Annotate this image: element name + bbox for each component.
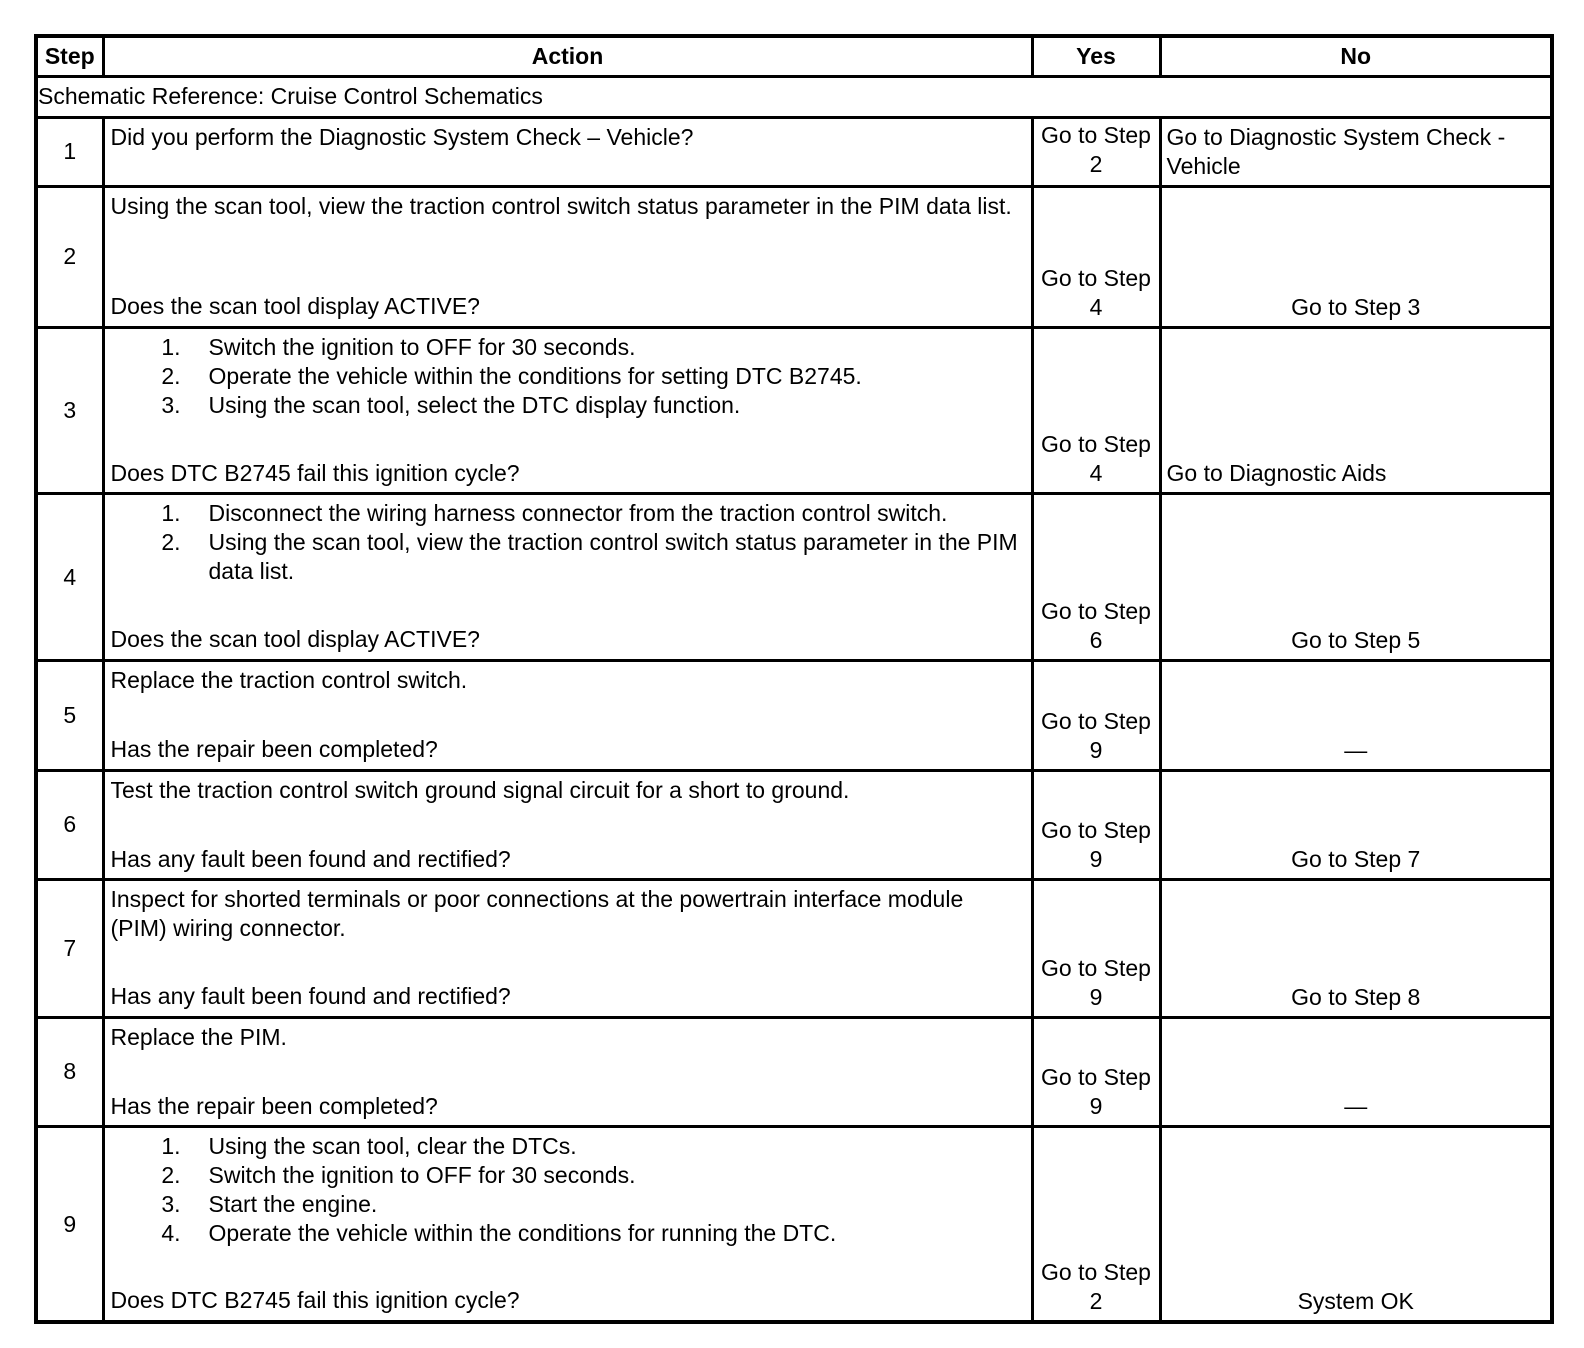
action-cell: [103, 880, 1032, 1018]
action-steps-list: [111, 333, 1025, 420]
header-no: No: [1160, 36, 1552, 76]
action-cell: [103, 661, 1032, 770]
yes-cell: Go to Step 9: [1032, 880, 1160, 1018]
action-cell: [103, 187, 1032, 328]
yes-cell: Go to Step 4: [1032, 187, 1160, 328]
step-number: 9: [36, 1127, 103, 1322]
table-row: [36, 1127, 1552, 1322]
action-text: Replace the traction control switch.: [110, 667, 468, 694]
yes-cell: Go to Step 9: [1032, 1017, 1160, 1126]
list-item: 4. Operate the vehicle within the conditions for running the DTC.: [161, 1220, 837, 1247]
table-row: [36, 880, 1552, 1018]
header-step: Step: [36, 36, 103, 76]
no-cell: Go to Step 3: [1160, 187, 1552, 328]
no-cell: —: [1160, 1017, 1552, 1126]
action-cell: [103, 1127, 1032, 1322]
step-number: 3: [36, 327, 103, 494]
no-cell: Go to Diagnostic Aids: [1160, 327, 1552, 494]
step-number: 2: [36, 187, 103, 328]
step-number: 7: [36, 880, 103, 1018]
table-row: [36, 494, 1552, 661]
header-action: Action: [103, 36, 1032, 76]
step-number: 6: [36, 770, 103, 879]
yes-cell: Go to Step 2: [1032, 117, 1160, 186]
action-question: Does the scan tool display ACTIVE?: [110, 626, 480, 653]
action-cell: [103, 117, 1032, 186]
action-cell: [103, 327, 1032, 494]
no-cell: Go to Step 5: [1160, 494, 1552, 661]
action-question: Has any fault been found and rectified?: [110, 845, 511, 872]
action-text: Test the traction control switch ground signal circuit for a short to ground.: [110, 776, 850, 803]
no-cell: —: [1160, 661, 1552, 770]
step-number: 1: [36, 117, 103, 186]
yes-cell: Go to Step 9: [1032, 770, 1160, 879]
action-question: Does DTC B2745 fail this ignition cycle?: [110, 459, 520, 486]
list-item: 2. Using the scan tool, view the traction control switch status parameter in the PIM data list.: [161, 529, 1018, 585]
action-text: Did you perform the Diagnostic System Check – Vehicle?: [110, 123, 694, 150]
action-text: Using the scan tool, view the traction control switch status parameter in the PIM data list.: [110, 193, 1012, 220]
action-question: Has the repair been completed?: [110, 736, 438, 763]
action-question: Does the scan tool display ACTIVE?: [110, 293, 480, 320]
table-row: [36, 770, 1552, 879]
yes-cell: Go to Step 9: [1032, 661, 1160, 770]
action-steps-list: [111, 499, 1025, 586]
diagnostic-table: [34, 34, 1554, 1324]
schematic-reference-row: [36, 76, 1552, 117]
action-text: Replace the PIM.: [110, 1023, 287, 1050]
step-number: 8: [36, 1017, 103, 1126]
action-question: Has any fault been found and rectified?: [110, 983, 511, 1010]
action-cell: [103, 770, 1032, 879]
table-row: [36, 661, 1552, 770]
list-item: 2. Switch the ignition to OFF for 30 seconds.: [161, 1162, 636, 1189]
action-steps-list: [111, 1132, 1025, 1248]
no-cell: System OK: [1160, 1127, 1552, 1322]
list-item: 2. Operate the vehicle within the conditions for setting DTC B2745.: [161, 362, 862, 389]
yes-cell: Go to Step 2: [1032, 1127, 1160, 1322]
no-cell: Go to Diagnostic System Check - Vehicle: [1160, 117, 1552, 186]
list-item: 1. Switch the ignition to OFF for 30 seconds.: [161, 333, 636, 360]
yes-cell: Go to Step 6: [1032, 494, 1160, 661]
list-item: 1. Disconnect the wiring harness connector from the traction control switch.: [161, 500, 948, 527]
table-row: [36, 187, 1552, 328]
list-item: 3. Start the engine.: [161, 1191, 378, 1218]
action-text: Inspect for shorted terminals or poor connections at the powertrain interface module (PIM) wiring connector.: [110, 886, 964, 942]
step-number: 5: [36, 661, 103, 770]
no-cell: Go to Step 7: [1160, 770, 1552, 879]
schematic-reference: Schematic Reference: Cruise Control Schematics: [36, 76, 1552, 117]
header-row: [36, 36, 1552, 76]
table-row: [36, 1017, 1552, 1126]
action-question: Does DTC B2745 fail this ignition cycle?: [110, 1287, 520, 1314]
table-row: [36, 327, 1552, 494]
action-cell: [103, 494, 1032, 661]
list-item: 3. Using the scan tool, select the DTC display function.: [161, 391, 741, 418]
list-item: 1. Using the scan tool, clear the DTCs.: [161, 1133, 577, 1160]
step-number: 4: [36, 494, 103, 661]
no-cell: Go to Step 8: [1160, 880, 1552, 1018]
header-yes: Yes: [1032, 36, 1160, 76]
table-row: [36, 117, 1552, 186]
yes-cell: Go to Step 4: [1032, 327, 1160, 494]
action-question: Has the repair been completed?: [110, 1092, 438, 1119]
action-cell: [103, 1017, 1032, 1126]
